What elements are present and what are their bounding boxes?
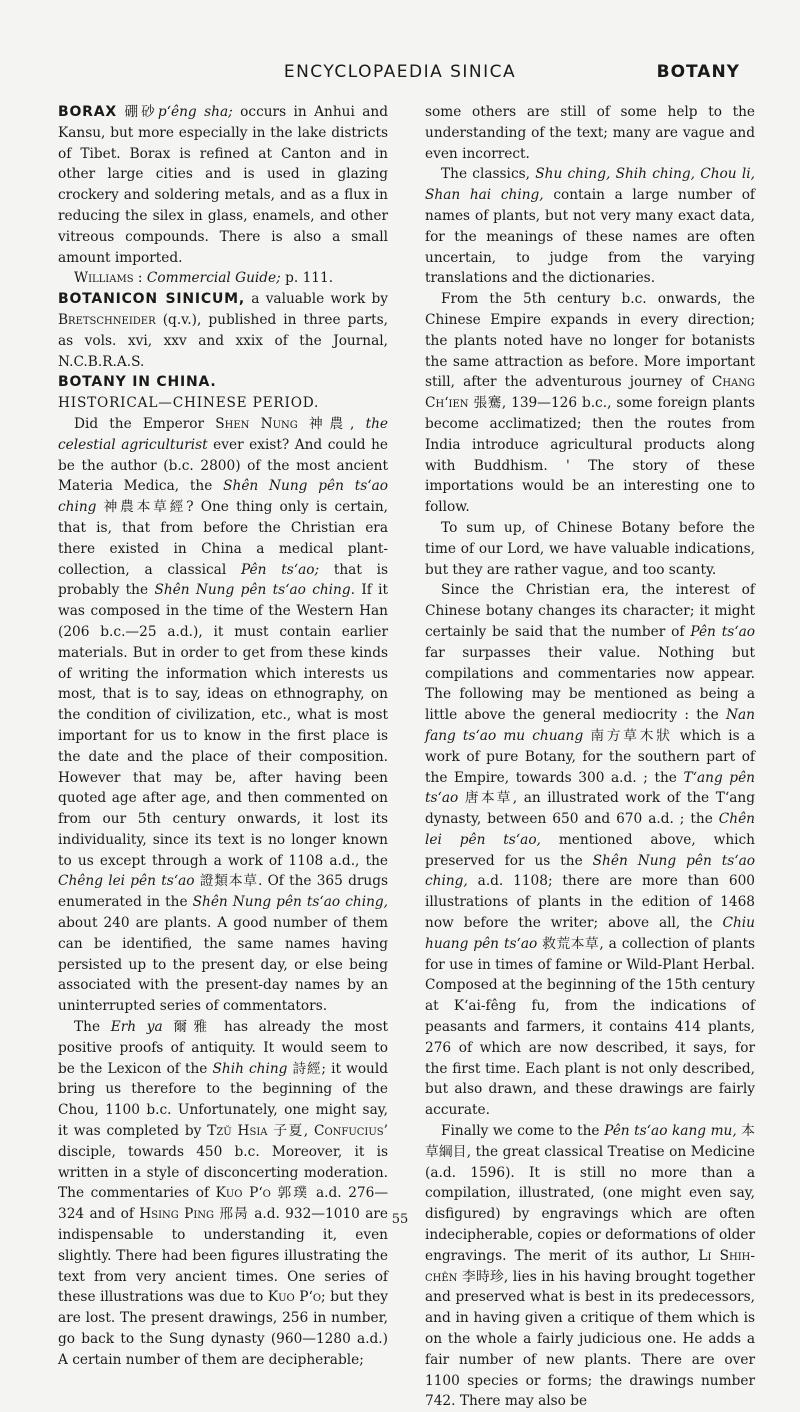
borax-entry: BORAX 硼砂p‘êng sha; occurs in Anhui and Kansu, but more especially in the lake districts of Tibet. Borax is refined at Canton and in other large cities and is used in glazing crockery and soldering metals, and as a flux in reducing the silex in glass, enamels, and other vitreous compounds. There is also a small amount imported. <box>58 104 388 266</box>
page-header <box>0 62 800 88</box>
running-title: ENCYCLOPAEDIA SINICA <box>283 62 517 82</box>
paragraph-expansion: From the 5th century b.c. onwards, the Chinese Empire expands in every direction; the plants noted have no longer for botanists the same attraction as before. More important still, after the adventurous journey of Chang Ch‘ien 張騫, 139—126 b.c., some foreign plants become acclimatized; then the routes from India introduce agricultural products along with Buddhism. ' The story of these importations would be an interesting one to follow. <box>425 291 755 516</box>
entry-heading-borax: BORAX <box>58 104 117 120</box>
botanicon-entry: BOTANICON SINICUM, a valuable work by Bretschneider (q.v.), published in three parts, as vols. xvi, xxv and xxix of the Journal, N.C.B.R.A.S. <box>58 291 388 370</box>
paragraph-classics: The classics, Shu ching, Shih ching, Chou li, Shan hai ching, contain a large number of names of plants, but not very many exact data, for the meanings of these names are often uncertain, to judge from the varying translations and the dictionaries. <box>425 166 755 287</box>
page-number: 55 <box>391 1212 409 1227</box>
entry-heading-botany: BOTANY IN CHINA. <box>58 374 217 391</box>
paragraph-shen-nung: Did the Emperor Shen Nung 神農, the celestial agriculturist ever exist? And could he be the author (b.c. 2800) of the most ancient Materia Medica, the Shên Nung pên ts‘ao ching 神農本草經? One thing only is certain, that is, that from before the Christian era there existed in China a medical plant-collection, a classical Pên ts‘ao; that is probably the Shên Nung pên ts‘ao ching. If it was composed in the time of the Western Han (206 b.c.—25 a.d.), it must contain earlier materials. But in order to get from these kinds of writing the information which interests us most, that is to say, ideas on ethnography, on the condition of civilization, etc., what is most important for us to know in the first place is the date and the place of their composition. However that may be, after having been quoted age after age, and then commented on from our 5th century onwards, it lost its individuality, since its text is no longer known to us except through a work of 1108 a.d., the Chêng lei pên ts‘ao 證類本草. Of the 365 drugs enumerated in the Shên Nung pên ts‘ao ching, about 240 are plants. A good number of them can be identified, the same names having persisted up to the present day, or else being associated with the present-day names by an uninterrupted series of commentators. <box>58 415 389 1015</box>
paragraph-christian-era: Since the Christian era, the interest of Chinese botany changes its character; it might certainly be said that the number of Pên ts‘ao far surpasses their value. Nothing but compilations and commentaries now appear. The following may be mentioned as being a little above the general mediocrity : the Nan fang ts‘ao mu chuang 南方草木狀 which is a work of pure Botany, for the southern part of the Empire, towards 300 a.d. ; the T‘ang pên ts‘ao 唐本草, an illustrated work of the T‘ang dynasty, between 650 and 670 a.d. ; the Chên lei pên ts‘ao, mentioned above, which preserved for us the Shên Nung pên ts‘ao ching, a.d. 1108; there are more than 600 illustrations of plants in the edition of 1468 now before the writer; above all, the Chiu huang pên ts‘ao 救荒本草, a collection of plants for use in times of famine or Wild-Plant Herbal. Composed at the beginning of the 15th century at K‘ai-fêng fu, from the indications of peasants and farmers, it contains 414 plants, 276 of which are now described, it says, for the first time. Each plant is not only described, but also drawn, and these drawings are fairly accurate. <box>425 582 756 1119</box>
paragraph-summary: To sum up, of Chinese Botany before the time of our Lord, we have valuable indications, but they are rather vague, and too scanty. <box>425 519 755 578</box>
paragraph-kang-mu: Finally we come to the Pên ts‘ao kang mu, 本草綱目, the great classical Treatise on Medicine (a.d. 1596). It is still no more than a compilation, illustrated, (one might even say, disfigured) by engravings which are often indecipherable, copies or deformations of older engravings. The merit of its author, Li Shih-chên 李時珍, lies in his having brought together and preserved what is best in its predecessors, and in having given a critique of them which is on the whole a fairly judicious one. He adds a fair number of new plants. There are over 1100 species or forms; the drawings number 742. There may also be <box>425 1123 755 1410</box>
left-column <box>58 102 388 1371</box>
entry-heading-botanicon: BOTANICON SINICUM, <box>58 291 245 308</box>
paragraph-continuation: some others are still of some help to the understanding of the text; many are vague and even incorrect. <box>425 104 755 162</box>
section-label: BOTANY <box>656 62 740 82</box>
borax-reference: Williams : Commercial Guide; p. 111. <box>74 270 334 287</box>
historical-heading: HISTORICAL—CHINESE PERIOD. <box>58 395 320 412</box>
paragraph-erh-ya: The Erh ya 爾雅 has already the most positive proofs of antiquity. It would seem to be the Lexicon of the Shih ching 詩經; it would bring us therefore to the beginning of the Chou, 1100 b.c. Unfortunately, one might say, it was completed by Tzŭ Hsia 子夏, Confucius’ disciple, towards 450 b.c. Moreover, it is written in a style of disconcerting moderation. The commentaries of Kuo P‘o 郭璞 a.d. 276—324 and of Hsing Ping 邢昺 a.d. 932—1010 are indispensable to understanding it, even slightly. There had been figures illustrating the text from very ancient times. One series of these illustrations was due to Kuo P‘o; but they are lost. The present drawings, 256 in number, go back to the Sung dynasty (960—1280 a.d.) A certain number of them are decipherable; <box>58 1019 389 1368</box>
